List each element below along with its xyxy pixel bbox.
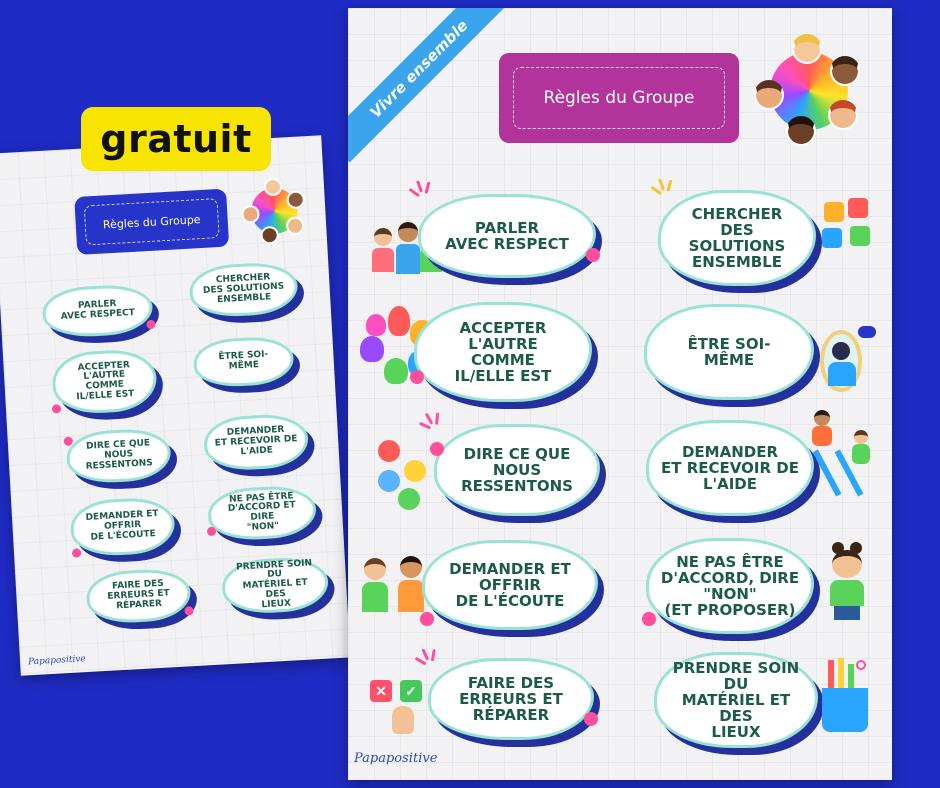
rule-text: DEMANDER ET OFFRIR DE L'ÉCOUTE: [422, 540, 598, 630]
ribbon: Vivre ensemble: [348, 8, 512, 162]
small-title-box: [74, 189, 229, 255]
small-rule-bubble: [69, 496, 176, 558]
rule-bubble-non: [646, 538, 814, 634]
small-rule-bubble: [85, 567, 192, 625]
check-cross-icon: ✕ ✓: [370, 680, 430, 736]
small-rule-text: FAIRE DES ERREURS ET RÉPARER: [85, 567, 192, 625]
rule-text: ACCEPTER L'AUTRE COMME IL/ELLE EST: [414, 302, 592, 402]
puzzle-hands-icon: [816, 194, 880, 258]
girl-no-icon: [818, 542, 876, 622]
rule-bubble-erreurs: [428, 658, 594, 740]
rule-bubble-solutions: [658, 190, 816, 286]
rule-bubble-soi-meme: [644, 304, 814, 400]
pencil-cup-icon: [818, 658, 874, 734]
small-rule-text: DIRE CE QUE NOUS RESSENTONS: [65, 427, 172, 485]
ladder-help-icon: [810, 408, 882, 498]
rule-text: PRENDRE SOIN DU MATÉRIEL ET DES LIEUX: [654, 652, 818, 748]
poster-title: Règles du Groupe: [513, 67, 724, 128]
small-rule-bubble: [221, 556, 330, 616]
small-rule-bubble: [65, 427, 172, 485]
rule-bubble-materiel: [654, 652, 818, 748]
small-title: Règles du Groupe: [84, 198, 220, 245]
mirror-hug-icon: [816, 326, 878, 398]
big-poster: [348, 8, 892, 780]
small-poster: [0, 135, 350, 676]
small-rule-text: DEMANDER ET RECEVOIR DE L'AIDE: [203, 412, 310, 472]
small-rule-text: PARLER AVEC RESPECT: [41, 283, 154, 339]
gratuit-badge: gratuit: [81, 107, 271, 171]
small-rule-text: NE PAS ÊTRE D'ACCORD ET DIRE "NON": [207, 484, 318, 542]
small-rule-bubble: [51, 348, 158, 416]
rule-bubble-aide: [646, 420, 814, 516]
rule-text: FAIRE DES ERREURS ET RÉPARER: [428, 658, 594, 740]
small-rule-text: PRENDRE SOIN DU MATÉRIEL ET DES LIEUX: [221, 556, 330, 616]
small-rule-bubble: [192, 335, 295, 389]
rule-text: ÊTRE SOI- MÊME: [644, 304, 814, 400]
small-rule-bubble: [203, 412, 310, 472]
kids-circle-icon: [240, 176, 310, 246]
small-rule-bubble: [207, 484, 318, 542]
rule-text: DIRE CE QUE NOUS RESSENTONS: [434, 424, 600, 516]
small-rule-bubble: [188, 261, 299, 319]
small-rule-text: CHERCHER DES SOLUTIONS ENSEMBLE: [188, 261, 299, 319]
rule-bubble-parler: [418, 194, 596, 278]
small-rule-bubble: [41, 283, 154, 339]
kids-circle-icon: [752, 34, 866, 148]
rule-bubble-dire: [434, 424, 600, 516]
small-signature: Papapositive: [27, 654, 87, 668]
small-rule-text: ACCEPTER L'AUTRE COMME IL/ELLE EST: [51, 348, 158, 416]
title-box: [499, 53, 739, 143]
rule-text: NE PAS ÊTRE D'ACCORD, DIRE "NON" (ET PROPOSER): [646, 538, 814, 634]
rule-bubble-accepter: [414, 302, 592, 402]
rule-text: PARLER AVEC RESPECT: [418, 194, 596, 278]
rule-text: CHERCHER DES SOLUTIONS ENSEMBLE: [658, 190, 816, 286]
emotion-faces-icon: [376, 438, 430, 514]
small-rule-text: ÊTRE SOI- MÊME: [192, 335, 295, 389]
rule-text: DEMANDER ET RECEVOIR DE L'AIDE: [646, 420, 814, 516]
small-rule-text: DEMANDER ET OFFRIR DE L'ÉCOUTE: [69, 496, 176, 558]
rule-bubble-ecoute: [422, 540, 598, 630]
signature: Papapositive: [354, 751, 438, 766]
